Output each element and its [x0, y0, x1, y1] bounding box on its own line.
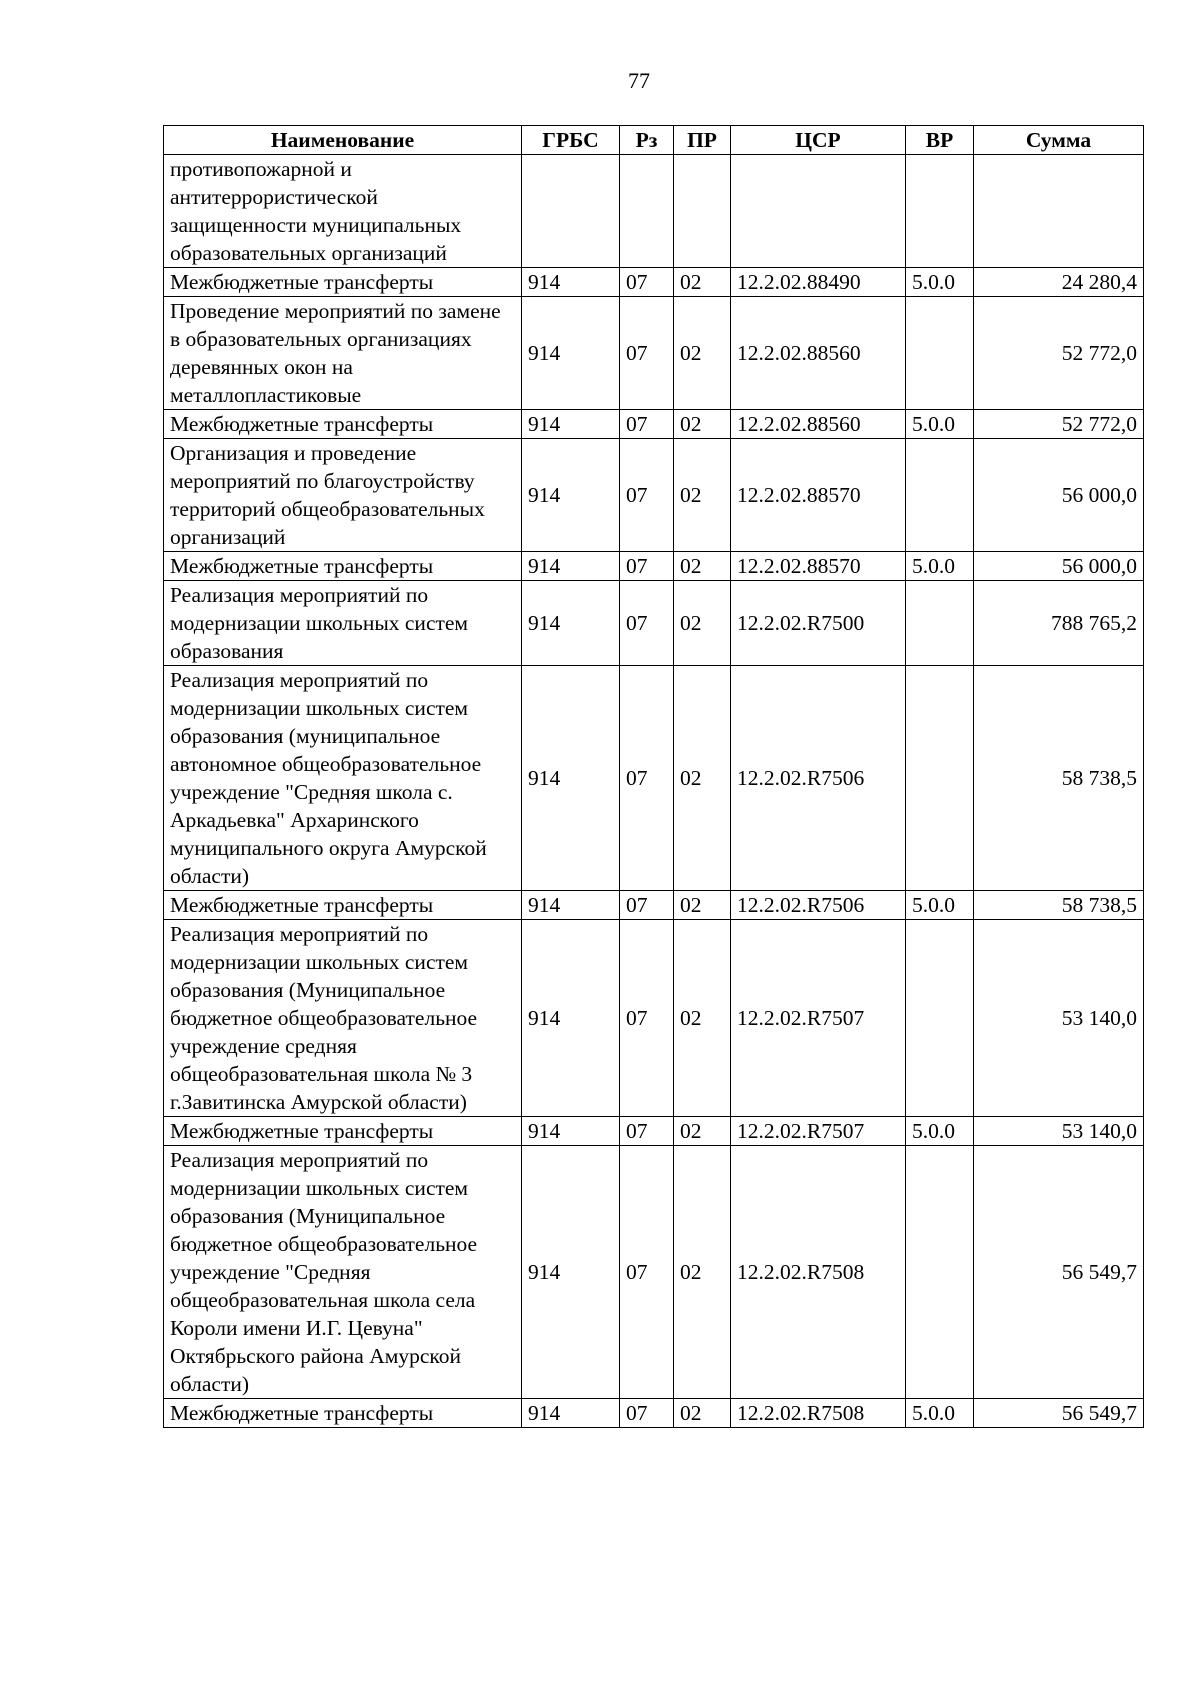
cell-csr: 12.2.02.R7500 [731, 581, 906, 666]
table-header-row [164, 126, 1144, 155]
cell-vr: 5.0.0 [906, 891, 974, 920]
cell-rz: 07 [620, 552, 674, 581]
cell-name: Реализация мероприятий по модернизации школьных систем образования (Муниципальное бюджетное общеобразовательное учреждение "Средняя общеобразовательная школа села Короли имени И.Г. Цевуна" Октябрьского района Амурской области) [164, 1146, 522, 1399]
cell-rz: 07 [620, 666, 674, 891]
cell-sum: 53 140,0 [974, 920, 1144, 1117]
cell-sum: 56 000,0 [974, 439, 1144, 552]
cell-sum: 58 738,5 [974, 666, 1144, 891]
header-sum: Сумма [974, 126, 1144, 155]
cell-vr [906, 297, 974, 410]
table-row [164, 268, 1144, 297]
cell-csr: 12.2.02.R7507 [731, 920, 906, 1117]
cell-csr: 12.2.02.88560 [731, 297, 906, 410]
cell-grbs: 914 [522, 410, 620, 439]
cell-vr: 5.0.0 [906, 1399, 974, 1428]
cell-csr: 12.2.02.R7507 [731, 1117, 906, 1146]
cell-grbs: 914 [522, 920, 620, 1117]
cell-grbs [522, 155, 620, 268]
cell-sum: 788 765,2 [974, 581, 1144, 666]
cell-sum: 58 738,5 [974, 891, 1144, 920]
page-number: 77 [628, 68, 650, 93]
table-row [164, 1117, 1144, 1146]
cell-sum: 56 549,7 [974, 1399, 1144, 1428]
table-row [164, 410, 1144, 439]
cell-vr: 5.0.0 [906, 410, 974, 439]
cell-pr: 02 [674, 268, 731, 297]
cell-vr: 5.0.0 [906, 552, 974, 581]
cell-pr: 02 [674, 1146, 731, 1399]
cell-vr [906, 666, 974, 891]
cell-csr: 12.2.02.R7506 [731, 891, 906, 920]
cell-grbs: 914 [522, 666, 620, 891]
cell-rz [620, 155, 674, 268]
cell-grbs: 914 [522, 268, 620, 297]
cell-rz: 07 [620, 1399, 674, 1428]
cell-vr [906, 1146, 974, 1399]
cell-csr: 12.2.02.88560 [731, 410, 906, 439]
header-grbs: ГРБС [522, 126, 620, 155]
cell-csr: 12.2.02.88570 [731, 439, 906, 552]
cell-name: Межбюджетные трансферты [164, 268, 522, 297]
cell-pr: 02 [674, 1117, 731, 1146]
cell-rz: 07 [620, 1146, 674, 1399]
cell-csr: 12.2.02.R7506 [731, 666, 906, 891]
cell-rz: 07 [620, 268, 674, 297]
cell-name: Межбюджетные трансферты [164, 410, 522, 439]
cell-name: Межбюджетные трансферты [164, 891, 522, 920]
cell-name: Организация и проведение мероприятий по благоустройству территорий общеобразовательных организаций [164, 439, 522, 552]
header-rz: Рз [620, 126, 674, 155]
cell-vr [906, 439, 974, 552]
table-row [164, 920, 1144, 1117]
cell-csr: 12.2.02.88490 [731, 268, 906, 297]
cell-grbs: 914 [522, 581, 620, 666]
budget-table [163, 125, 1144, 1428]
cell-sum [974, 155, 1144, 268]
cell-name: противопожарной и антитеррористической защищенности муниципальных образовательных организаций [164, 155, 522, 268]
table-row [164, 581, 1144, 666]
cell-sum: 56 549,7 [974, 1146, 1144, 1399]
cell-name: Реализация мероприятий по модернизации школьных систем образования (Муниципальное бюджетное общеобразовательное учреждение средняя общеобразовательная школа № 3 г.Завитинска Амурской области) [164, 920, 522, 1117]
cell-sum: 53 140,0 [974, 1117, 1144, 1146]
header-vr: ВР [906, 126, 974, 155]
cell-vr: 5.0.0 [906, 268, 974, 297]
cell-csr [731, 155, 906, 268]
cell-pr: 02 [674, 297, 731, 410]
cell-pr: 02 [674, 439, 731, 552]
cell-rz: 07 [620, 297, 674, 410]
cell-grbs: 914 [522, 891, 620, 920]
cell-sum: 56 000,0 [974, 552, 1144, 581]
cell-name: Межбюджетные трансферты [164, 1399, 522, 1428]
cell-name: Межбюджетные трансферты [164, 552, 522, 581]
cell-name: Реализация мероприятий по модернизации школьных систем образования (муниципальное автономное общеобразовательное учреждение "Средняя школа с. Аркадьевка" Архаринского муниципального округа Амурской области) [164, 666, 522, 891]
header-name: Наименование [164, 126, 522, 155]
cell-sum: 52 772,0 [974, 410, 1144, 439]
cell-rz: 07 [620, 891, 674, 920]
cell-rz: 07 [620, 439, 674, 552]
cell-pr: 02 [674, 581, 731, 666]
cell-pr: 02 [674, 891, 731, 920]
table-row [164, 439, 1144, 552]
cell-grbs: 914 [522, 1399, 620, 1428]
cell-csr: 12.2.02.R7508 [731, 1146, 906, 1399]
cell-pr: 02 [674, 920, 731, 1117]
cell-sum: 52 772,0 [974, 297, 1144, 410]
table-row [164, 552, 1144, 581]
cell-grbs: 914 [522, 439, 620, 552]
cell-vr [906, 920, 974, 1117]
cell-pr [674, 155, 731, 268]
cell-rz: 07 [620, 920, 674, 1117]
cell-csr: 12.2.02.R7508 [731, 1399, 906, 1428]
table-row [164, 155, 1144, 268]
cell-rz: 07 [620, 410, 674, 439]
table-row [164, 1399, 1144, 1428]
header-pr: ПР [674, 126, 731, 155]
cell-vr: 5.0.0 [906, 1117, 974, 1146]
cell-grbs: 914 [522, 297, 620, 410]
cell-grbs: 914 [522, 1117, 620, 1146]
cell-grbs: 914 [522, 552, 620, 581]
cell-vr [906, 155, 974, 268]
cell-name: Межбюджетные трансферты [164, 1117, 522, 1146]
cell-pr: 02 [674, 410, 731, 439]
header-csr: ЦСР [731, 126, 906, 155]
cell-rz: 07 [620, 1117, 674, 1146]
cell-pr: 02 [674, 552, 731, 581]
table-row [164, 891, 1144, 920]
cell-name: Проведение мероприятий по замене в образовательных организациях деревянных окон на металлопластиковые [164, 297, 522, 410]
cell-name: Реализация мероприятий по модернизации школьных систем образования [164, 581, 522, 666]
cell-pr: 02 [674, 666, 731, 891]
table-row [164, 666, 1144, 891]
table-row [164, 297, 1144, 410]
cell-rz: 07 [620, 581, 674, 666]
table-row [164, 1146, 1144, 1399]
cell-sum: 24 280,4 [974, 268, 1144, 297]
cell-pr: 02 [674, 1399, 731, 1428]
cell-csr: 12.2.02.88570 [731, 552, 906, 581]
cell-grbs: 914 [522, 1146, 620, 1399]
cell-vr [906, 581, 974, 666]
